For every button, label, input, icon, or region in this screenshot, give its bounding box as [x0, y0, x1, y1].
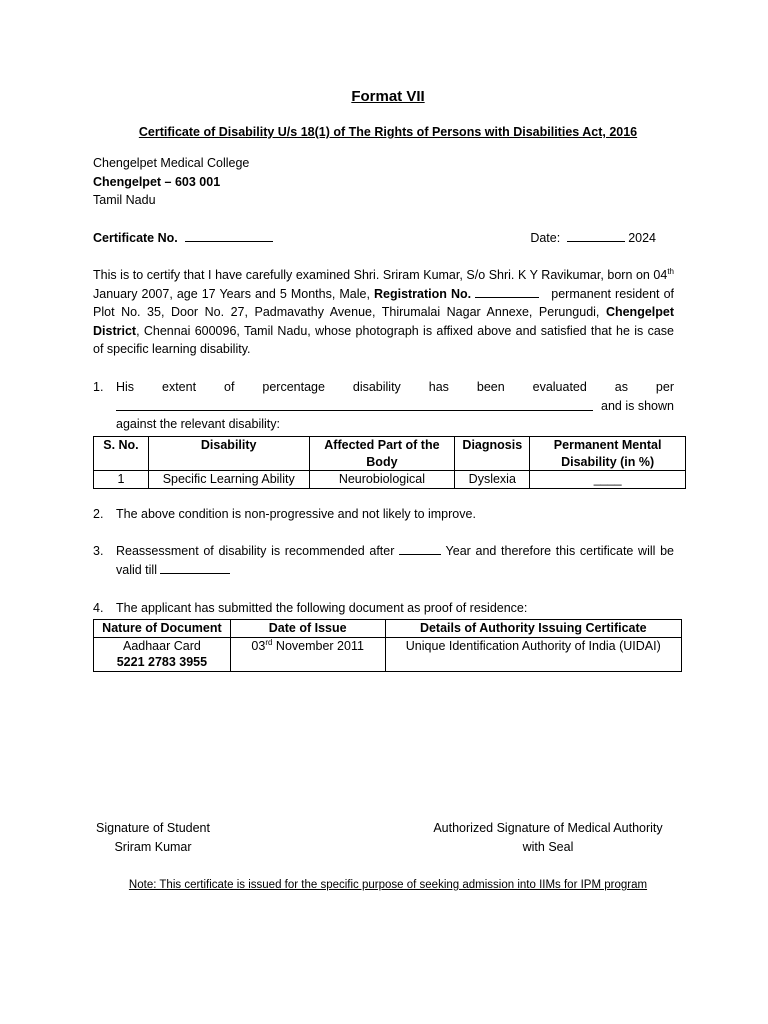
student-signature-label: Signature of Student	[96, 821, 210, 835]
evaluation-blank	[116, 398, 593, 411]
issue-day-sup: rd	[265, 637, 273, 647]
authority-signature-block	[426, 819, 670, 856]
reassessment-blank	[399, 542, 441, 555]
issue-day: 03	[251, 638, 266, 653]
document-name: Aadhaar Card	[122, 638, 201, 653]
item-2-text: The above condition is non-progressive and not likely to improve.	[116, 507, 476, 521]
issue-month-year: November 2011	[272, 638, 364, 653]
issuer-address	[93, 154, 249, 210]
header-cell: Affected Part of the Body	[309, 437, 455, 471]
para-part-3: permanent resident of Plot No. 35, Door No. 27, Padmavathy Avenue, Thirumalai Nagar Annexe, Perungudi,	[93, 286, 674, 320]
list-item	[93, 599, 674, 618]
table-cell: 1	[94, 471, 149, 489]
item-number: 2.	[93, 507, 104, 521]
student-name: Sriram Kumar	[114, 839, 192, 854]
certificate-number-blank	[185, 229, 273, 242]
registration-label: Registration No.	[373, 286, 472, 301]
list-item	[93, 542, 674, 579]
certificate-number-label: Certificate No.	[93, 231, 178, 245]
table-cell	[230, 637, 385, 671]
item-number: 1.	[93, 380, 104, 394]
date-blank	[567, 229, 625, 242]
para-part-1: This is to certify that I have carefully examined Shri. Sriram Kumar, S/o Shri. K Y Ravikumar, born on 04	[93, 268, 668, 282]
address-line-2: Chengelpet – 603 001	[93, 174, 221, 189]
table-header-row	[94, 437, 686, 471]
header-cell: Date of Issue	[230, 620, 385, 638]
date-year: 2024	[628, 231, 656, 245]
date-field	[530, 229, 656, 248]
page-title: Format VII	[351, 88, 425, 105]
certificate-number-row	[93, 229, 656, 248]
valid-till-blank	[160, 561, 230, 574]
header-cell: Details of Authority Issuing Certificate	[385, 620, 681, 638]
date-label: Date:	[530, 231, 561, 245]
list-item	[93, 378, 674, 434]
table-cell: Specific Learning Ability	[148, 471, 309, 489]
disability-table	[93, 436, 686, 489]
item-number: 4.	[93, 601, 104, 615]
authority-signature-label: Authorized Signature of Medical Authority	[433, 821, 663, 835]
table-cell: ____	[530, 471, 686, 489]
student-signature-block	[93, 819, 213, 856]
footer-note: Note: This certificate is issued for the specific purpose of seeking admission into IIMs for IPM program	[128, 879, 648, 891]
item-3-part-b: Year and therefore this certificate will be valid till	[116, 544, 674, 577]
table-cell	[94, 637, 231, 671]
header-cell: S. No.	[94, 437, 149, 471]
table-cell: Dyslexia	[455, 471, 530, 489]
table-row	[94, 471, 686, 489]
para-part-2: January 2007, age 17 Years and 5 Months, Male,	[93, 286, 374, 301]
para-part-4: , Chennai 600096, Tamil Nadu, whose photograph is affixed above and satisfied that he is case of specific learning disability.	[93, 323, 674, 357]
table-cell: Neurobiological	[309, 471, 455, 489]
item-3-part-a: Reassessment of disability is recommended after	[116, 544, 395, 558]
address-line-3: Tamil Nadu	[93, 193, 156, 208]
para-sup-1: th	[667, 266, 674, 276]
item-3-text	[116, 542, 674, 579]
header-cell: Disability	[148, 437, 309, 471]
registration-blank	[475, 285, 539, 298]
header-cell: Nature of Document	[94, 620, 231, 638]
item-4-text: The applicant has submitted the following document as proof of residence:	[116, 601, 528, 615]
address-line-1: Chengelpet Medical College	[93, 156, 250, 170]
table-cell: Unique Identification Authority of India (UIDAI)	[385, 637, 681, 671]
item-1-line-2: and is shown	[601, 398, 674, 413]
header-cell: Diagnosis	[455, 437, 530, 471]
list-item	[93, 505, 674, 524]
table-row	[94, 637, 682, 671]
authority-seal-label: with Seal	[522, 839, 574, 854]
certificate-subtitle: Certificate of Disability U/s 18(1) of The Rights of Persons with Disabilities Act, 2016	[138, 125, 638, 139]
certification-paragraph	[93, 266, 674, 359]
item-1-line-3: against the relevant disability:	[116, 417, 280, 432]
header-cell: Permanent Mental Disability (in %)	[530, 437, 686, 471]
residence-proof-table	[93, 619, 682, 672]
document-number: 5221 2783 3955	[116, 655, 208, 669]
item-1-line-1: His extent of percentage disability has been evaluated as per	[116, 380, 674, 394]
item-number: 3.	[93, 544, 104, 558]
table-header-row	[94, 620, 682, 638]
district-text: Chengelpet District	[93, 305, 674, 338]
